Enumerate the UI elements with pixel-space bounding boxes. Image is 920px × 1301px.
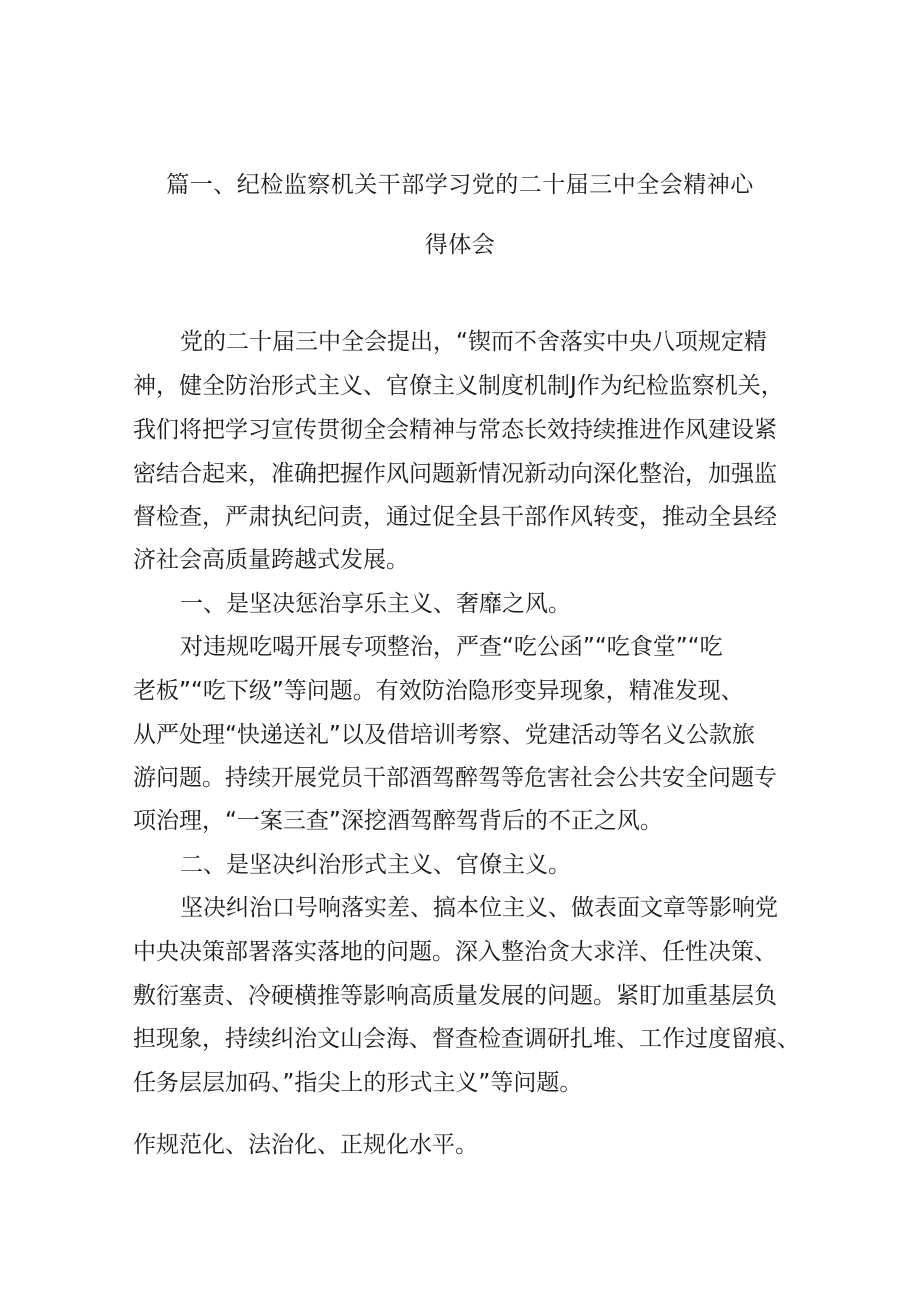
body-line: 任务层层加码、”指尖上的形式主义”等问题。 — [133, 1070, 583, 1096]
body-line: 神，健全防治形式主义、官僚主义制度机制J作为纪检监察机关， — [133, 373, 784, 399]
body-line: 坚决纠治口号响落实差、搞本位主义、做表面文章等影响党 — [180, 895, 778, 921]
body-line: 中央决策部署落实落地的问题。深入整治贪大求洋、任性决策、 — [133, 939, 777, 965]
section-heading-2: 二、是坚决纠治形式主义、官僚主义。 — [180, 852, 571, 878]
body-line: 济社会高质量跨越式发展。 — [133, 547, 409, 573]
body-line: 作规范化、法治化、正规化水平。 — [133, 1132, 478, 1158]
body-line: 督检查，严肃执纪问责，通过促全县干部作风转变，推动全县经 — [133, 504, 777, 530]
document-title-line-2: 得体会 — [424, 232, 496, 258]
body-line: 担现象，持续纠治文山会海、督查检查调研扎堆、工作过度留痕、 — [133, 1026, 800, 1052]
section-heading-1: 一、是坚决惩治享乐主义、奢靡之风。 — [180, 591, 571, 617]
body-line: 党的二十届三中全会提出，“锲而不舍落实中央八项规定精 — [180, 329, 767, 355]
document-title-line-1: 篇一、纪检监察机关干部学习党的二十届三中全会精神心 — [166, 172, 754, 198]
body-line: 游问题。持续开展党员干部酒驾醉驾等危害社会公共安全问题专 — [133, 765, 777, 791]
body-line: 项治理，“一案三查”深挖酒驾醉驾背后的不正之风。 — [133, 808, 663, 834]
body-line: 对违规吃喝开展专项整治，严查“吃公函”“吃食堂”“吃 — [180, 634, 723, 660]
body-line: 从严处理“快递送礼”以及借培训考察、党建活动等名义公款旅 — [133, 722, 755, 748]
body-line: 老板”“吃下级”等问题。有效防治隐形变异现象，精准发现、 — [133, 678, 744, 704]
body-line: 敷衍塞责、冷硬横推等影响高质量发展的问题。紧盯加重基层负 — [133, 983, 777, 1009]
body-line: 我们将把学习宣传贯彻全会精神与常态长效持续推进作风建设紧 — [133, 417, 777, 443]
body-line: 密结合起来，准确把握作风问题新情况新动向深化整治，加强监 — [133, 461, 777, 487]
